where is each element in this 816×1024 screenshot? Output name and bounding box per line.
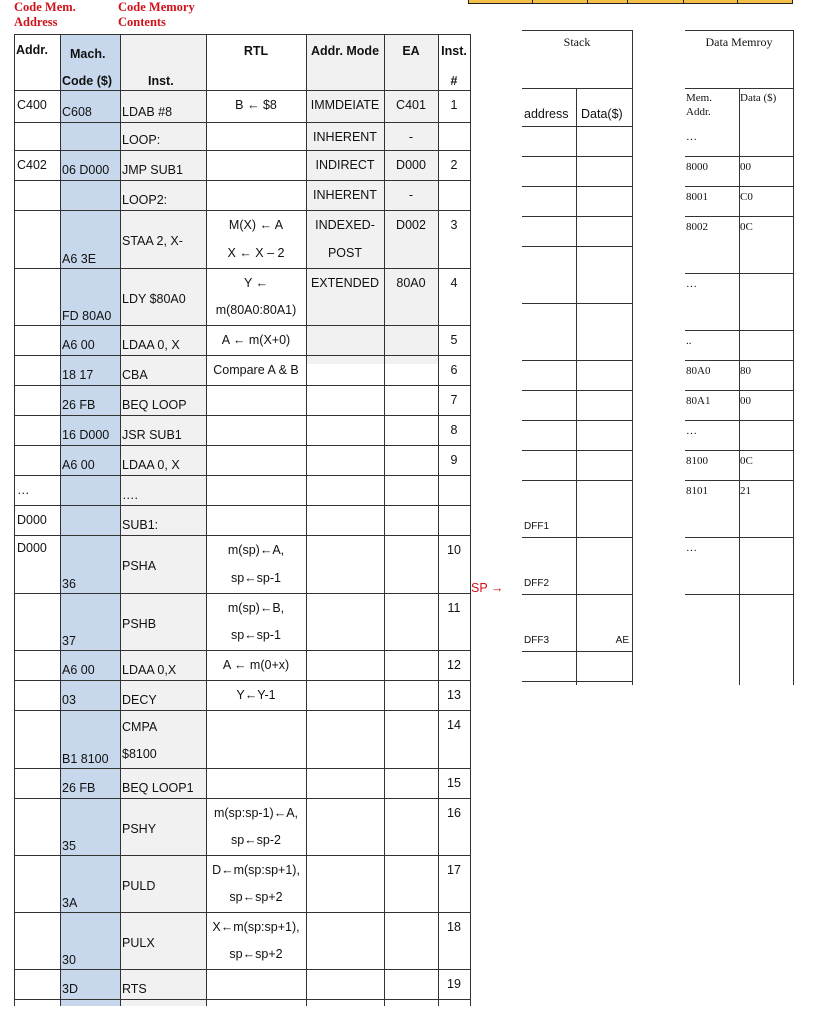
row-line bbox=[14, 798, 470, 799]
cell-rtl: X←m(sp:sp+1), bbox=[212, 920, 300, 934]
cell-rtl: m(sp:sp-1)←A, bbox=[213, 806, 299, 820]
dm-data-cell: 00 bbox=[740, 395, 751, 407]
col-line bbox=[576, 88, 577, 685]
cell-ea: - bbox=[408, 130, 414, 144]
dm-data-cell: 00 bbox=[740, 161, 751, 173]
row-line bbox=[522, 246, 632, 247]
cell-num: 15 bbox=[447, 776, 461, 790]
cell-inst: SUB1: bbox=[122, 518, 159, 532]
cell-num: 10 bbox=[447, 543, 461, 557]
dm-data-cell: C0 bbox=[740, 191, 753, 203]
row-line bbox=[14, 355, 470, 356]
cell-inst: PSHB bbox=[122, 617, 157, 631]
cell-mach: 37 bbox=[62, 634, 76, 648]
row-line bbox=[522, 303, 632, 304]
row-line bbox=[14, 912, 470, 913]
sp-label: SP bbox=[471, 581, 488, 595]
cell-num: 14 bbox=[447, 718, 461, 732]
cell-num: 5 bbox=[450, 333, 458, 347]
row-line bbox=[522, 186, 632, 187]
cell-num: 7 bbox=[450, 393, 458, 407]
cell-num: 19 bbox=[447, 977, 461, 991]
row-line bbox=[14, 710, 470, 711]
cell-inst: PSHY bbox=[122, 822, 157, 836]
cell-mach: 06 D000 bbox=[62, 163, 110, 177]
dm-addr-cell: … bbox=[686, 278, 697, 290]
row-line bbox=[522, 420, 632, 421]
code-table bbox=[14, 34, 470, 1006]
cell-mach: 26 FB bbox=[62, 781, 96, 795]
cell-addr: … bbox=[17, 483, 30, 497]
cell-rtl: D←m(sp:sp+1), bbox=[212, 863, 300, 877]
cell-inst: LOOP2: bbox=[122, 193, 168, 207]
dm-addr-cell: … bbox=[686, 131, 697, 143]
cell-inst: STAA 2, X- bbox=[122, 234, 183, 248]
row-line bbox=[14, 180, 470, 181]
cell-inst: PULX bbox=[122, 936, 155, 950]
row-line bbox=[14, 150, 470, 151]
row-line bbox=[14, 969, 470, 970]
cell-rtl: sp←sp+2 bbox=[229, 890, 283, 904]
cell-rtl: sp←sp-2 bbox=[230, 833, 282, 847]
header-num1: Inst. bbox=[441, 44, 467, 58]
row-line bbox=[522, 480, 632, 481]
dm-addr-cell: 8100 bbox=[686, 455, 708, 467]
cell-mach: 03 bbox=[62, 693, 76, 707]
row-line bbox=[685, 30, 793, 31]
cell-mode: INDEXED- bbox=[315, 218, 375, 232]
row-line bbox=[522, 450, 632, 451]
dm-addr-cell: 8002 bbox=[686, 221, 708, 233]
header-code: Code ($) bbox=[62, 74, 112, 88]
sp-arrow-icon: → bbox=[490, 581, 504, 595]
cell-mode: INHERENT bbox=[313, 188, 377, 202]
cell-num: 11 bbox=[447, 601, 461, 615]
row-line bbox=[14, 445, 470, 446]
cell-mach: C608 bbox=[62, 105, 92, 119]
cell-mach: 36 bbox=[62, 577, 76, 591]
col-line bbox=[632, 30, 633, 685]
header-mode: Addr. Mode bbox=[310, 44, 380, 58]
cell-rtl: sp←sp+2 bbox=[229, 947, 283, 961]
cell-rtl: m(sp)←A, bbox=[227, 543, 285, 557]
cell-mach: 3D bbox=[62, 982, 78, 996]
cell-inst: CMPA bbox=[122, 720, 158, 734]
cell-rtl: sp←sp-1 bbox=[230, 571, 282, 585]
col-line bbox=[793, 30, 794, 685]
row-line bbox=[14, 90, 470, 91]
row-line bbox=[522, 126, 632, 127]
dm-addr-cell: 8000 bbox=[686, 161, 708, 173]
cell-inst: LDAA 0,X bbox=[122, 663, 177, 677]
cell-rtl: M(X) ← A bbox=[228, 218, 284, 232]
cell-rtl: B ← $8 bbox=[235, 98, 277, 112]
cell-inst: BEQ LOOP1 bbox=[122, 781, 194, 795]
cell-mach: 35 bbox=[62, 839, 76, 853]
cell-mach: 30 bbox=[62, 953, 76, 967]
cell-addr: D000 bbox=[17, 513, 47, 527]
cell-num: 4 bbox=[450, 276, 458, 290]
cell-mode: POST bbox=[327, 246, 363, 260]
dm-addr-cell: 8001 bbox=[686, 191, 708, 203]
cell-num: 13 bbox=[447, 688, 461, 702]
cell-mach: 18 17 bbox=[62, 368, 94, 382]
cell-rtl: A ← m(0+x) bbox=[222, 658, 290, 672]
row-line bbox=[14, 855, 470, 856]
header-addr: Addr. bbox=[16, 43, 48, 57]
cell-inst: LDAB #8 bbox=[122, 105, 173, 119]
dm-addr-cell: … bbox=[686, 425, 697, 437]
stack-col-address: address bbox=[524, 107, 569, 121]
cell-inst: LDAA 0, X bbox=[122, 458, 180, 472]
dm-data-cell: 0C bbox=[740, 455, 753, 467]
row-line bbox=[14, 505, 470, 506]
cell-inst: …. bbox=[122, 488, 138, 502]
cell-rtl: A ← m(X+0) bbox=[221, 333, 291, 347]
data-memory-title: Data Memroy bbox=[705, 35, 773, 49]
cell-mode: INHERENT bbox=[313, 130, 377, 144]
row-line bbox=[522, 390, 632, 391]
row-line bbox=[522, 651, 632, 652]
row-line bbox=[14, 415, 470, 416]
dm-data-cell: 80 bbox=[740, 365, 751, 377]
cell-inst: $8100 bbox=[122, 747, 157, 761]
dm-data-cell: 0C bbox=[740, 221, 753, 233]
cell-ea: - bbox=[408, 188, 414, 202]
cell-num: 9 bbox=[450, 453, 458, 467]
cell-num: 8 bbox=[450, 423, 458, 437]
cell-rtl: X ← X – 2 bbox=[227, 246, 285, 260]
data-memory-table bbox=[685, 30, 793, 685]
header-num2: # bbox=[450, 74, 458, 88]
cell-mach: A6 00 bbox=[62, 663, 95, 677]
cell-mach: B1 8100 bbox=[62, 752, 109, 766]
cell-num: 17 bbox=[447, 863, 461, 877]
cell-addr: C402 bbox=[17, 158, 47, 172]
row-line bbox=[14, 680, 470, 681]
cell-inst: PSHA bbox=[122, 559, 157, 573]
cell-mach: FD 80A0 bbox=[62, 309, 112, 323]
row-line bbox=[14, 999, 470, 1000]
top-highlight-strip bbox=[468, 0, 793, 4]
stack-addr-cell: DFF2 bbox=[524, 578, 549, 589]
cell-rtl: m(sp)←B, bbox=[227, 601, 285, 615]
stack-addr-cell: DFF1 bbox=[524, 521, 549, 532]
cell-ea: D002 bbox=[396, 218, 426, 232]
cell-mach: A6 00 bbox=[62, 458, 95, 472]
header-mach: Mach. bbox=[70, 47, 106, 61]
cell-addr: C400 bbox=[17, 98, 47, 112]
cell-inst: JMP SUB1 bbox=[122, 163, 183, 177]
dm-addr-cell: … bbox=[686, 542, 697, 554]
dm-addr-cell: 80A1 bbox=[686, 395, 711, 407]
row-line bbox=[14, 768, 470, 769]
cell-mach: 26 FB bbox=[62, 398, 96, 412]
dm-data-cell: 21 bbox=[740, 485, 751, 497]
row-line bbox=[14, 268, 470, 269]
dm-addr-cell: 8101 bbox=[686, 485, 708, 497]
cell-inst: RTS bbox=[122, 982, 147, 996]
row-line bbox=[14, 475, 470, 476]
cell-num: 16 bbox=[447, 806, 461, 820]
row-line bbox=[522, 360, 632, 361]
row-line bbox=[522, 537, 632, 538]
cell-inst: JSR SUB1 bbox=[122, 428, 182, 442]
header-ea: EA bbox=[402, 44, 420, 58]
dm-col-addr-2: Addr. bbox=[686, 106, 711, 118]
cell-inst: DECY bbox=[122, 693, 157, 707]
cell-rtl: Y←Y-1 bbox=[236, 688, 276, 702]
col-line bbox=[739, 88, 740, 685]
stack-title: Stack bbox=[563, 35, 591, 49]
row-line bbox=[522, 156, 632, 157]
code-memory-contents-label: Code Memory Contents bbox=[118, 0, 195, 29]
stack-addr-cell: DFF3 bbox=[524, 635, 549, 646]
stack-data-cell: AE bbox=[615, 635, 629, 646]
row-line bbox=[14, 593, 470, 594]
stack-col-data: Data($) bbox=[581, 107, 623, 121]
cell-inst: LDAA 0, X bbox=[122, 338, 180, 352]
cell-inst: LDY $80A0 bbox=[122, 292, 186, 306]
cell-rtl: Compare A & B bbox=[213, 363, 299, 377]
row-line bbox=[522, 88, 632, 89]
cell-inst: LOOP: bbox=[122, 133, 161, 147]
row-line bbox=[14, 210, 470, 211]
cell-num: 2 bbox=[450, 158, 458, 172]
row-line bbox=[14, 325, 470, 326]
cell-mode: INDIRECT bbox=[315, 158, 375, 172]
dm-col-addr-1: Mem. bbox=[686, 92, 712, 104]
dm-addr-cell: .. bbox=[686, 335, 692, 347]
row-line bbox=[522, 216, 632, 217]
row-line bbox=[14, 650, 470, 651]
stack-table bbox=[522, 30, 632, 685]
header-inst: Inst. bbox=[148, 74, 174, 88]
cell-ea: D000 bbox=[396, 158, 426, 172]
cell-num: 12 bbox=[447, 658, 461, 672]
cell-mode: IMMDEIATE bbox=[310, 98, 380, 112]
cell-ea: C401 bbox=[396, 98, 426, 112]
cell-num: 6 bbox=[450, 363, 458, 377]
cell-rtl: sp←sp-1 bbox=[230, 628, 282, 642]
cell-num: 1 bbox=[450, 98, 458, 112]
row-line bbox=[522, 594, 632, 595]
row-line bbox=[14, 122, 470, 123]
dm-col-data: Data ($) bbox=[740, 92, 777, 104]
cell-mach: A6 00 bbox=[62, 338, 95, 352]
row-line bbox=[14, 535, 470, 536]
cell-mode: EXTENDED bbox=[310, 276, 380, 290]
col-line bbox=[470, 34, 471, 1006]
cell-inst: BEQ LOOP bbox=[122, 398, 187, 412]
cell-rtl: m(80A0:80A1) bbox=[215, 303, 297, 317]
cell-rtl: Y ← bbox=[243, 276, 269, 290]
sp-pointer bbox=[471, 581, 503, 595]
code-mem-address-label: Code Mem. Address bbox=[14, 0, 76, 29]
cell-inst: PULD bbox=[122, 879, 156, 893]
cell-addr: D000 bbox=[17, 541, 47, 555]
row-line bbox=[14, 34, 470, 35]
header-rtl: RTL bbox=[243, 44, 269, 58]
cell-inst: CBA bbox=[122, 368, 148, 382]
dm-addr-cell: 80A0 bbox=[686, 365, 711, 377]
cell-num: 18 bbox=[447, 920, 461, 934]
cell-ea: 80A0 bbox=[396, 276, 426, 290]
cell-mach: A6 3E bbox=[62, 252, 97, 266]
row-line bbox=[522, 681, 632, 682]
cell-mach: 16 D000 bbox=[62, 428, 110, 442]
cell-num: 3 bbox=[450, 218, 458, 232]
cell-mach: 3A bbox=[62, 896, 78, 910]
row-line bbox=[14, 385, 470, 386]
row-line bbox=[522, 30, 632, 31]
